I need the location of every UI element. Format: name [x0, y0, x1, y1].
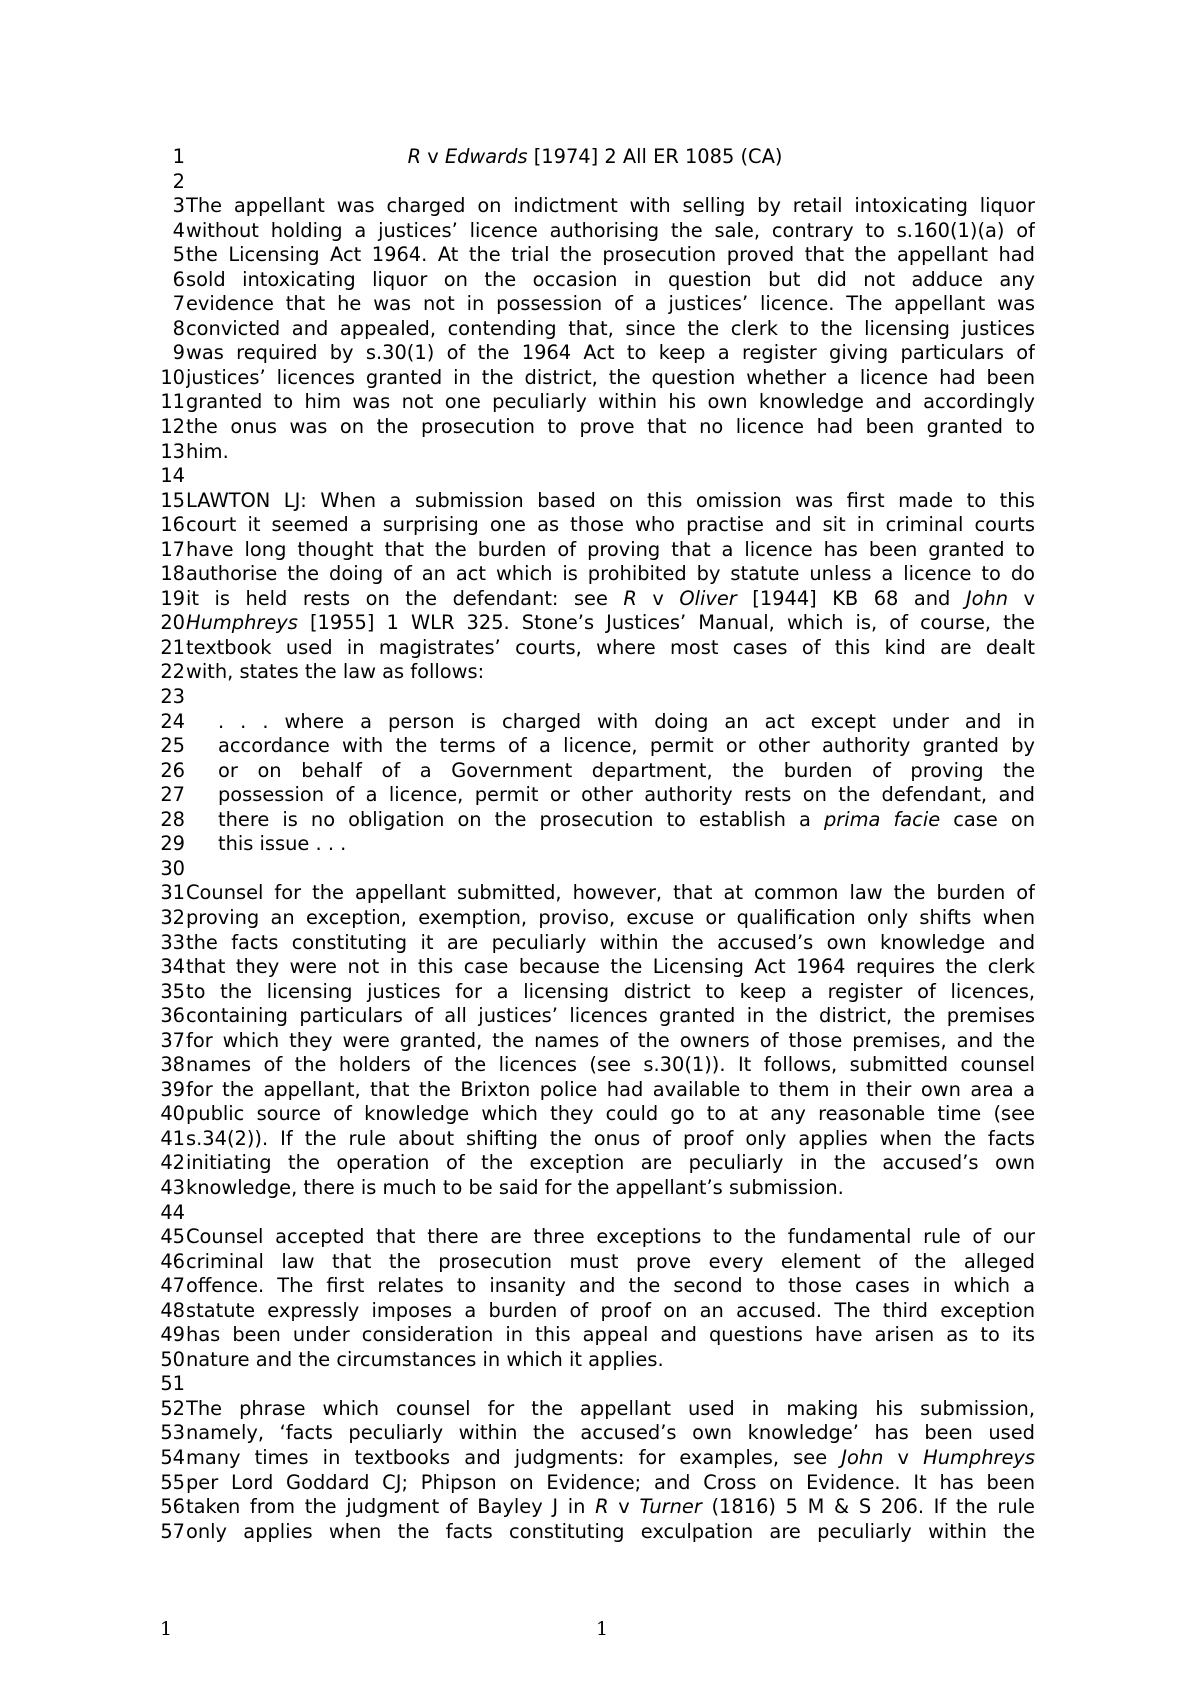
body-text: [186, 194, 1035, 219]
body-text: [186, 1151, 1035, 1176]
italic-segment: John: [841, 1445, 884, 1469]
text-segment: LAWTON LJ: When a submission based on this omission was first made to this: [186, 488, 1035, 512]
quoted-text: [218, 734, 1035, 759]
italic-segment: Turner: [639, 1495, 702, 1519]
text-line: [155, 832, 1035, 857]
body-text: [186, 562, 1035, 587]
text-line: [155, 1323, 1035, 1348]
text-line: [155, 710, 1035, 735]
line-number: 9: [172, 341, 185, 365]
italic-segment: John: [965, 586, 1009, 610]
text-line: [155, 562, 1035, 587]
body-text: [186, 1225, 1035, 1250]
text-segment: Counsel for the appellant submitted, however, that at common law the burden of: [186, 881, 1035, 905]
quoted-text: [218, 759, 1035, 784]
line-number: 54: [160, 1445, 185, 1469]
text-segment: [1955] 1 WLR 325. Stone’s Justices’ Manual, which is, of course, the: [297, 611, 1035, 635]
text-segment: containing particulars of all justices’ licences granted in the district, the premises: [186, 1004, 1035, 1028]
line-number: 36: [160, 1004, 185, 1028]
text-line: [155, 292, 1035, 317]
body-text: [186, 931, 1035, 956]
line-number: 33: [160, 930, 185, 954]
text-line: [155, 955, 1035, 980]
text-line: [155, 489, 1035, 514]
text-line: [155, 931, 1035, 956]
body-text: [186, 268, 1035, 293]
body-text: [186, 881, 1035, 906]
body-text: [186, 1102, 1035, 1127]
line-number: 6: [172, 267, 185, 291]
text-segment: The phrase which counsel for the appellant used in making his submission,: [186, 1396, 1035, 1420]
text-line: [155, 1078, 1035, 1103]
text-line: [155, 734, 1035, 759]
line-number: 13: [160, 439, 185, 463]
quoted-text: [218, 783, 1035, 808]
text-line: [155, 1446, 1035, 1471]
body-text: [186, 1053, 1035, 1078]
line-number: 29: [160, 832, 185, 856]
text-segment: The appellant was charged on indictment with selling by retail intoxicating liquor: [186, 194, 1035, 218]
text-line: [155, 415, 1035, 440]
text-segment: court it seemed a surprising one as those who practise and sit in criminal courts: [186, 513, 1035, 537]
body-text: [186, 1348, 1035, 1373]
text-segment: proving an exception, exemption, proviso, excuse or qualification only shifts when: [186, 905, 1035, 929]
body-text: [186, 440, 1035, 465]
line-number: 49: [160, 1323, 185, 1347]
text-segment: convicted and appealed, contending that, since the clerk to the licensing justices: [186, 316, 1035, 340]
text-line: [155, 341, 1035, 366]
text-line: [155, 1225, 1035, 1250]
body-text: [186, 1299, 1035, 1324]
text-segment: sold intoxicating liquor on the occasion in question but did not adduce any: [186, 267, 1035, 291]
body-text: [186, 1520, 1035, 1545]
title-line: [155, 145, 1035, 170]
body-text: [186, 1274, 1035, 1299]
body-text: [186, 1471, 1035, 1496]
body-text: [186, 513, 1035, 538]
italic-segment: Humphreys: [186, 611, 298, 635]
body-text: [186, 1078, 1035, 1103]
text-segment: it is held rests on the defendant: see: [186, 586, 624, 610]
italic-segment: prima facie: [823, 807, 941, 831]
text-segment: names of the holders of the licences (see s.30(1)). It follows, submitted counsel: [186, 1053, 1035, 1077]
body-text: [186, 1495, 1035, 1520]
text-line: [155, 857, 1035, 882]
body-text: [186, 660, 1035, 685]
text-segment: v: [608, 1495, 640, 1519]
text-segment: for the appellant, that the Brixton police had available to them in their own area a: [186, 1077, 1035, 1101]
text-segment: the Licensing Act 1964. At the trial the prosecution proved that the appellant had: [186, 243, 1035, 267]
text-line: [155, 783, 1035, 808]
text-line: [155, 219, 1035, 244]
text-line: [155, 317, 1035, 342]
line-number: 12: [160, 415, 185, 439]
text-segment: taken from the judgment of Bayley J in: [186, 1495, 596, 1519]
text-segment: namely, ‘facts peculiarly within the accused’s own knowledge’ has been used: [186, 1421, 1035, 1445]
title-part: R: [407, 145, 422, 168]
text-line: [155, 440, 1035, 465]
line-number: 31: [160, 881, 185, 905]
line-number: 35: [160, 979, 185, 1003]
text-segment: evidence that he was not in possession of a justices’ licence. The appellant was: [186, 292, 1035, 316]
text-segment: there is no obligation on the prosecution to establish a: [218, 807, 824, 831]
text-segment: [1944] KB 68 and: [736, 586, 966, 610]
text-line: [155, 1201, 1035, 1226]
body-text: [186, 1323, 1035, 1348]
text-line: [155, 194, 1035, 219]
text-line: [155, 808, 1035, 833]
line-number: 11: [160, 390, 185, 414]
body-text: [186, 292, 1035, 317]
text-segment: this issue . . .: [218, 832, 347, 856]
body-text: [186, 587, 1035, 612]
text-line: [155, 1127, 1035, 1152]
line-number: 48: [160, 1298, 185, 1322]
text-segment: v: [1008, 586, 1035, 610]
text-segment: only applies when the facts constituting exculpation are peculiarly within the: [186, 1519, 1035, 1543]
line-number: 14: [160, 464, 185, 488]
text-segment: has been under consideration in this appeal and questions have arisen as to its: [186, 1323, 1035, 1347]
body-text: [186, 1004, 1035, 1029]
line-number: 1: [172, 145, 185, 168]
text-segment: case on: [940, 807, 1035, 831]
text-line: [155, 685, 1035, 710]
text-segment: was required by s.30(1) of the 1964 Act to keep a register giving particulars of: [186, 341, 1035, 365]
line-number: 43: [160, 1175, 185, 1199]
text-segment: to the licensing justices for a licensing district to keep a register of licences,: [186, 979, 1035, 1003]
text-line: [155, 513, 1035, 538]
text-segment: for which they were granted, the names of the owners of those premises, and the: [186, 1028, 1035, 1052]
body-text: [186, 611, 1035, 636]
line-number: 51: [160, 1372, 185, 1396]
line-number: 3: [172, 194, 185, 218]
line-number: 37: [160, 1028, 185, 1052]
footer-line-number: 1: [160, 1618, 173, 1640]
line-number: 50: [160, 1347, 185, 1371]
line-number: 8: [172, 316, 185, 340]
line-number: 40: [160, 1102, 185, 1126]
quoted-text: [218, 710, 1035, 735]
text-segment: textbook used in magistrates’ courts, where most cases of this kind are dealt: [186, 635, 1035, 659]
line-number: 2: [172, 169, 185, 193]
italic-segment: Oliver: [679, 586, 737, 610]
body-text: [186, 317, 1035, 342]
line-number: 42: [160, 1151, 185, 1175]
text-line: [155, 464, 1035, 489]
text-line: [155, 1151, 1035, 1176]
text-line: [155, 243, 1035, 268]
line-number: 15: [160, 488, 185, 512]
body-text: [186, 980, 1035, 1005]
case-title: [155, 145, 1035, 170]
line-number: 24: [160, 709, 185, 733]
italic-segment: Humphreys: [923, 1445, 1035, 1469]
line-number: 34: [160, 955, 185, 979]
text-line: [155, 390, 1035, 415]
text-segment: Counsel accepted that there are three exceptions to the fundamental rule of our: [186, 1225, 1035, 1249]
text-line: [155, 1004, 1035, 1029]
line-number: 18: [160, 562, 185, 586]
line-number: 30: [160, 856, 185, 880]
text-line: [155, 660, 1035, 685]
body-text: [186, 366, 1035, 391]
text-segment: v: [636, 586, 680, 610]
text-line: [155, 906, 1035, 931]
text-segment: many times in textbooks and judgments: for examples, see: [186, 1445, 842, 1469]
text-line: [155, 1397, 1035, 1422]
text-line: [155, 1471, 1035, 1496]
text-segment: justices’ licences granted in the district, the question whether a licence had been: [186, 365, 1035, 389]
line-number: 27: [160, 783, 185, 807]
text-segment: knowledge, there is much to be said for the appellant’s submission.: [186, 1175, 844, 1199]
line-number: 16: [160, 513, 185, 537]
body-text: [186, 243, 1035, 268]
text-segment: the onus was on the prosecution to prove that no licence had been granted to: [186, 415, 1035, 439]
line-numbered-text: [155, 145, 1035, 1544]
line-number: 32: [160, 905, 185, 929]
body-text: [186, 489, 1035, 514]
body-text: [186, 341, 1035, 366]
text-segment: initiating the operation of the exception are peculiarly in the accused’s own: [186, 1151, 1035, 1175]
text-segment: granted to him was not one peculiarly within his own knowledge and accordingly: [186, 390, 1035, 414]
text-line: [155, 366, 1035, 391]
text-line: [155, 1102, 1035, 1127]
line-number: 26: [160, 758, 185, 782]
line-number: 46: [160, 1249, 185, 1273]
line-number: 22: [160, 660, 185, 684]
line-number: 44: [160, 1200, 185, 1224]
line-number: 45: [160, 1225, 185, 1249]
text-line: [155, 1053, 1035, 1078]
line-number: 7: [172, 292, 185, 316]
italic-segment: R: [595, 1495, 609, 1519]
text-line: [155, 538, 1035, 563]
italic-segment: R: [623, 586, 637, 610]
text-segment: s.34(2)). If the rule about shifting the onus of proof only applies when the facts: [186, 1126, 1035, 1150]
text-line: [155, 1348, 1035, 1373]
line-number: 17: [160, 537, 185, 561]
line-number: 25: [160, 734, 185, 758]
text-line: [155, 587, 1035, 612]
line-number: 47: [160, 1274, 185, 1298]
body-text: [186, 390, 1035, 415]
body-text: [186, 1176, 1035, 1201]
line-number: 5: [172, 243, 185, 267]
text-segment: accordance with the terms of a licence, permit or other authority granted by: [218, 734, 1035, 758]
line-number: 53: [160, 1421, 185, 1445]
line-number: 52: [160, 1396, 185, 1420]
text-segment: the facts constituting it are peculiarly within the accused’s own knowledge and: [186, 930, 1035, 954]
text-segment: without holding a justices’ licence authorising the sale, contrary to s.160(1)(a) of: [186, 218, 1035, 242]
text-line: [155, 1274, 1035, 1299]
text-line: [155, 1495, 1035, 1520]
text-segment: public source of knowledge which they could go to at any reasonable time (see: [186, 1102, 1035, 1126]
line-number: 41: [160, 1126, 185, 1150]
body-text: [186, 1397, 1035, 1422]
text-line: [155, 170, 1035, 195]
body-text: [186, 906, 1035, 931]
title-part: Edwards: [444, 145, 528, 168]
text-segment: . . . where a person is charged with doing an act except under and in: [218, 709, 1035, 733]
body-text: [186, 1421, 1035, 1446]
line-number: 21: [160, 635, 185, 659]
text-segment: with, states the law as follows:: [186, 660, 485, 684]
page-number: 1: [596, 1618, 609, 1640]
text-segment: have long thought that the burden of proving that a licence has been granted to: [186, 537, 1035, 561]
text-segment: v: [883, 1445, 924, 1469]
text-line: [155, 636, 1035, 661]
text-line: [155, 1029, 1035, 1054]
text-line: [155, 1421, 1035, 1446]
text-line: [155, 759, 1035, 784]
text-segment: authorise the doing of an act which is prohibited by statute unless a licence to do: [186, 562, 1035, 586]
page-footer: [0, 1618, 1200, 1648]
body-text: [186, 415, 1035, 440]
text-line: [155, 1372, 1035, 1397]
line-number: 10: [160, 365, 185, 389]
text-line: [155, 1299, 1035, 1324]
line-number: 23: [160, 685, 185, 709]
line-number: 55: [160, 1470, 185, 1494]
text-line: [155, 881, 1035, 906]
title-part: [1974] 2 All ER 1085 (CA): [527, 145, 783, 168]
body-text: [186, 1250, 1035, 1275]
line-number: 20: [160, 611, 185, 635]
text-line: [155, 611, 1035, 636]
text-line: [155, 1520, 1035, 1545]
text-segment: nature and the circumstances in which it applies.: [186, 1347, 664, 1371]
line-number: 39: [160, 1077, 185, 1101]
text-segment: statute expressly imposes a burden of proof on an accused. The third exception: [186, 1298, 1035, 1322]
line-number: 28: [160, 807, 185, 831]
quoted-text: [218, 808, 1035, 833]
line-number: 4: [172, 218, 185, 242]
text-line: [155, 1176, 1035, 1201]
body-text: [186, 1029, 1035, 1054]
line-number: 19: [160, 586, 185, 610]
line-number: 57: [160, 1519, 185, 1543]
body-text: [186, 955, 1035, 980]
text-segment: per Lord Goddard CJ; Phipson on Evidence; and Cross on Evidence. It has been: [186, 1470, 1035, 1494]
text-segment: (1816) 5 M & S 206. If the rule: [701, 1495, 1035, 1519]
body-text: [186, 219, 1035, 244]
text-segment: or on behalf of a Government department, the burden of proving the: [218, 758, 1035, 782]
line-number: 38: [160, 1053, 185, 1077]
body-text: [186, 636, 1035, 661]
text-segment: offence. The first relates to insanity and the second to those cases in which a: [186, 1274, 1035, 1298]
text-segment: criminal law that the prosecution must prove every element of the alleged: [186, 1249, 1035, 1273]
text-segment: possession of a licence, permit or other authority rests on the defendant, and: [218, 783, 1035, 807]
body-text: [186, 1446, 1035, 1471]
text-line: [155, 980, 1035, 1005]
text-segment: that they were not in this case because the Licensing Act 1964 requires the clerk: [186, 955, 1035, 979]
body-text: [186, 538, 1035, 563]
text-line: [155, 268, 1035, 293]
text-segment: him.: [186, 439, 229, 463]
quoted-text: [218, 832, 1035, 857]
body-text: [186, 1127, 1035, 1152]
text-line: [155, 1250, 1035, 1275]
title-part: v: [421, 145, 445, 168]
line-number: 56: [160, 1495, 185, 1519]
